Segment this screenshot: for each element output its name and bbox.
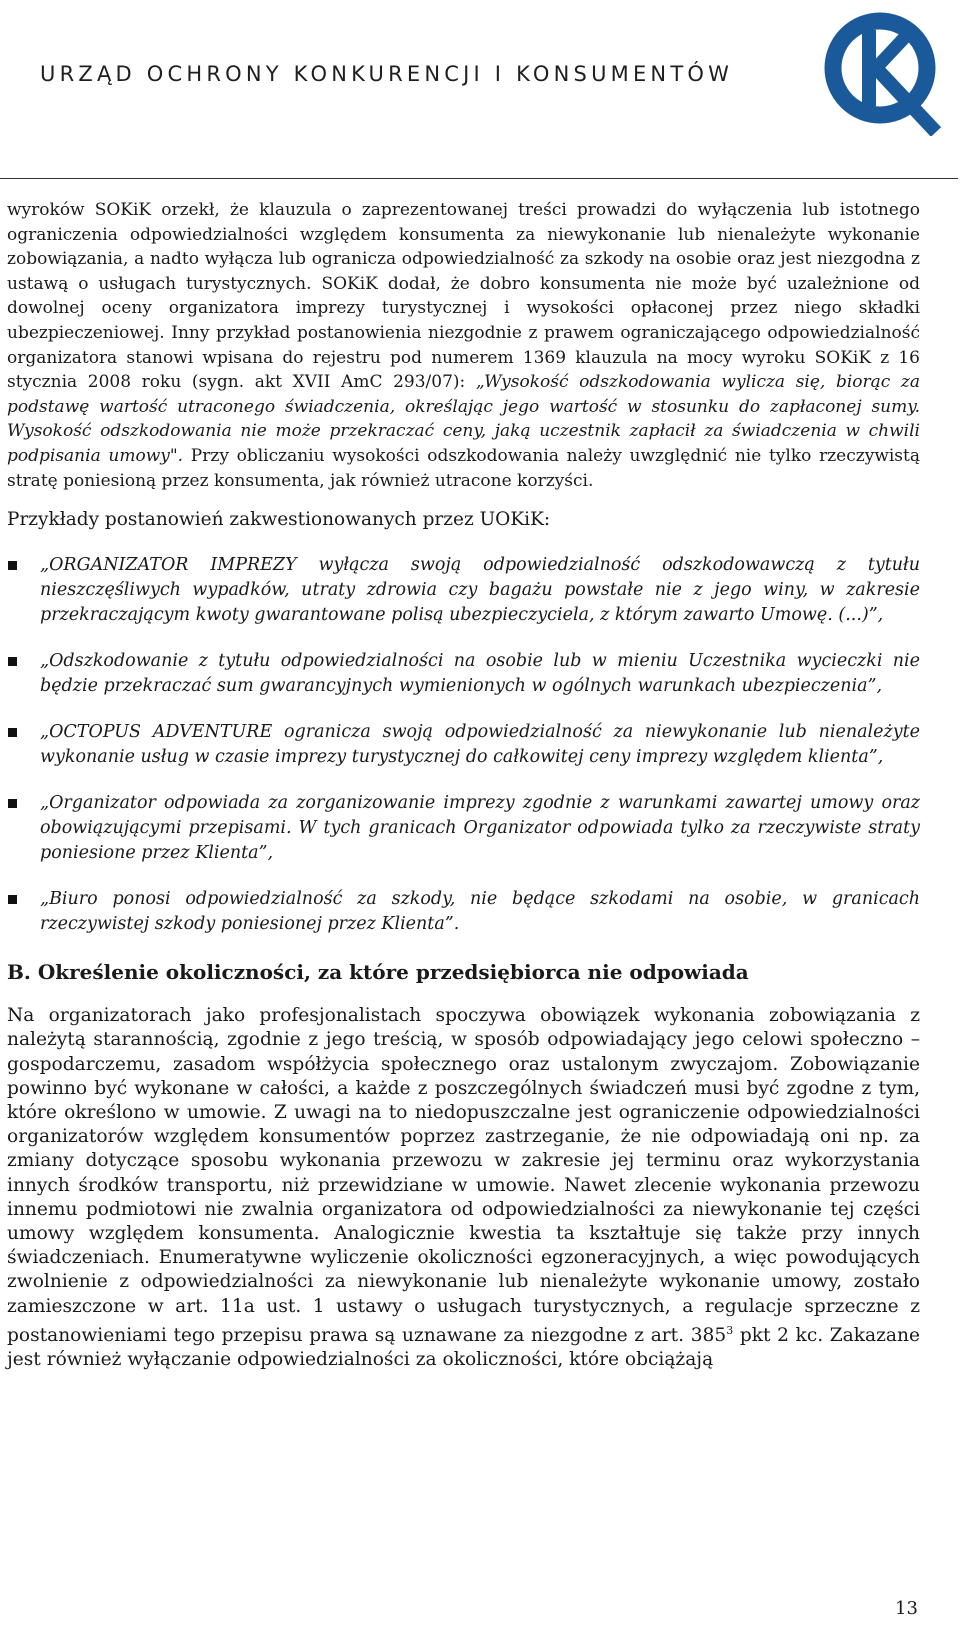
square-bullet-icon bbox=[8, 728, 17, 737]
paragraph-text: wyroków SOKiK orzekł, że klauzula o zaprezentowanej treści prowadzi do wyłączenia lub istotnego ograniczenia odpowiedzialności względem konsumenta za niewykonanie lub nienależyte wykonanie zobowiązania, a nadto wyłącza lub ogranicza odpowiedzialność za szkody na osobie oraz jest niezgodna z ustawą o usługach turystycznych. SOKiK dodał, że dobro konsumenta nie może być uzależnione od dowolnej oceny organizatora imprezy turystycznej i wysokości opłaconej przez niego składki ubezpieczeniowej. Inny przykład postanowienia niezgodnie z prawem ograniczającego odpowiedzialność organizatora stanowi wpisana do rejestru pod numerem 1369 klauzula na mocy wyroku SOKiK z 16 stycznia 2008 roku (sygn. akt XVII AmC 293/07): bbox=[7, 200, 920, 393]
list-item: „Odszkodowanie z tytułu odpowiedzialności na osobie lub w mieniu Uczestnika wycieczki nie będzie przekraczać sum gwarancyjnych wymienionych w ogólnych warunkach ubezpieczenia”, bbox=[7, 649, 920, 699]
paragraph-text: Przy obliczaniu wysokości odszkodowania należy uwzględnić nie tylko rzeczywistą stratę poniesioną przez konsumenta, jak również utracone korzyści. bbox=[7, 445, 920, 491]
square-bullet-icon bbox=[8, 799, 17, 808]
list-item: „Biuro ponosi odpowiedzialność za szkody, nie będące szkodami na osobie, w granicach rzeczywistej szkody poniesionej przez Klienta”. bbox=[7, 887, 920, 937]
square-bullet-icon bbox=[8, 657, 17, 666]
list-item: „OCTOPUS ADVENTURE ogranicza swoją odpowiedzialność za niewykonanie lub nienależyte wykonanie usług w czasie imprezy turystycznej do całkowitej ceny imprezy względem klienta”, bbox=[7, 720, 920, 770]
paragraph-court-ruling bbox=[7, 198, 920, 493]
square-bullet-icon bbox=[8, 561, 17, 570]
agency-name: URZĄD OCHRONY KONKURENCJI I KONSUMENTÓW bbox=[40, 62, 734, 86]
examples-title: Przykłady postanowień zakwestionowanych przez UOKiK: bbox=[7, 509, 551, 531]
document-body bbox=[7, 198, 920, 1372]
page-header bbox=[0, 0, 960, 180]
square-bullet-icon bbox=[8, 895, 17, 904]
section-heading: B. Określenie okoliczności, za które przedsiębiorca nie odpowiada bbox=[7, 960, 749, 985]
paragraph-obligations bbox=[7, 1004, 920, 1372]
examples-list bbox=[7, 553, 920, 937]
list-item: „Organizator odpowiada za zorganizowanie imprezy zgodnie z warunkami zawartej umowy oraz obowiązującymi przepisami. W tych granicach Organizator odpowiada tylko za rzeczywiste straty poniesione przez Klienta”, bbox=[7, 791, 920, 866]
page-number: 13 bbox=[895, 1598, 918, 1619]
superscript: 3 bbox=[726, 1323, 734, 1337]
uokik-logo-icon bbox=[824, 8, 942, 136]
header-divider bbox=[0, 178, 958, 179]
quoted-clause: „Wysokość odszkodowania wylicza się, biorąc za podstawę wartość utraconego świadczenia, określając jego wartość w stosunku do zapłaconej sumy. Wysokość odszkodowania nie może przekraczać ceny, jaką uczestnik zapłacił za świadczenia w chwili podpisania umowy". bbox=[7, 372, 920, 466]
list-item: „ORGANIZATOR IMPREZY wyłącza swoją odpowiedzialność odszkodowawczą z tytułu nieszczęśliwych wypadków, utraty zdrowia czy bagażu powstałe nie z jego winy, w zakresie przekraczającym kwoty gwarantowane polisą ubezpieczyciela, z którym zawarto Umowę. (...)”, bbox=[7, 553, 920, 628]
paragraph-text: pkt 2 kc. Zakazane jest również wyłączanie odpowiedzialności za okoliczności, które obciążają bbox=[7, 1324, 920, 1371]
paragraph-text: Na organizatorach jako profesjonalistach spoczywa obowiązek wykonania zobowiązania z należytą starannością, zgodnie z jego treścią, w sposób odpowiadający jego celowi społeczno – gospodarczemu, zasadom współżycia społecznego oraz ustalonym zwyczajom. Zobowiązanie powinno być wykonane w całości, a każde z poszczególnych świadczeń musi być zgodne z tym, które określono w umowie. Z uwagi na to niedopuszczalne jest ograniczenie odpowiedzialności organizatorów względem konsumentów poprzez zastrzeganie, że nie odpowiadają oni np. za zmiany dotyczące sposobu wykonania przewozu w zakresie jej terminu oraz wykorzystania innych środków transportu, niż przewidziane w umowie. Nawet zlecenie wykonania przewozu innemu podmiotowi nie zwalnia organizatora od odpowiedzialności za niewykonanie tej części umowy względem konsumenta. Analogicznie kwestia ta kształtuje się także przy innych świadczeniach. Enumeratywne wyliczenie okoliczności egzoneracyjnych, a więc powodujących zwolnienie z odpowiedzialności za niewykonanie lub nienależyte wykonanie umowy, zostało zamieszczone w art. 11a ust. 1 ustawy o usługach turystycznych, a regulacje sprzeczne z postanowieniami tego przepisu prawa są uznawane za niezgodne z art. 385 bbox=[7, 1005, 920, 1346]
